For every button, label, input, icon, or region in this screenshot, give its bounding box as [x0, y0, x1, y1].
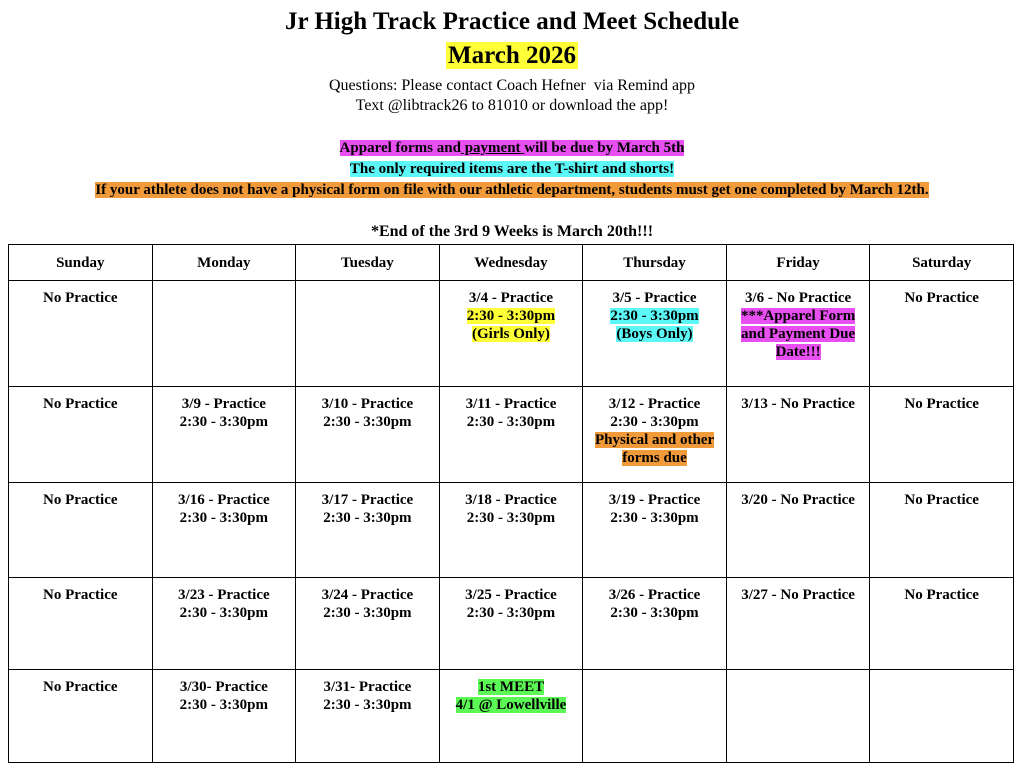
notice-apparel-c: will be due by March 5th — [524, 140, 685, 156]
week-row-1 — [9, 281, 1014, 387]
calendar-cell — [870, 670, 1014, 763]
notice-physical-text: If your athlete does not have a physical form on file with our athletic department, students must get one completed by March 12th. — [95, 182, 929, 198]
week-row-2 — [9, 387, 1014, 483]
notice-apparel — [0, 138, 1024, 159]
meet-title: 1st MEET — [477, 679, 545, 695]
cell-time: 2:30 - 3:30pm — [466, 308, 556, 324]
cell-note: Date!!! — [775, 344, 821, 360]
calendar-cell-meet — [439, 670, 583, 763]
calendar-cell: 3/13 - No Practice — [726, 387, 870, 483]
cell-note: Physical and other — [594, 432, 715, 448]
cell-note: (Girls Only) — [472, 326, 550, 342]
week-row-4 — [9, 578, 1014, 670]
calendar-cell: 3/31- Practice 2:30 - 3:30pm — [296, 670, 440, 763]
calendar-cell: 3/26 - Practice 2:30 - 3:30pm — [583, 578, 727, 670]
contact-line-2: Text @libtrack26 to 81010 or download the app! — [355, 97, 669, 114]
calendar-cell: 3/19 - Practice 2:30 - 3:30pm — [583, 483, 727, 578]
calendar-cell-thu-3-5 — [583, 281, 727, 387]
cell-note: forms due — [622, 450, 687, 466]
page-title: Jr High Track Practice and Meet Schedule — [284, 8, 740, 35]
calendar-cell: 3/30- Practice 2:30 - 3:30pm — [152, 670, 296, 763]
calendar-cell: No Practice — [9, 281, 153, 387]
cell-note: and Payment Due — [741, 326, 856, 342]
week-row-5 — [9, 670, 1014, 763]
calendar-cell — [152, 281, 296, 387]
cell-time: 2:30 - 3:30pm — [610, 414, 699, 430]
calendar-cell — [296, 281, 440, 387]
calendar-cell-thu-3-12 — [583, 387, 727, 483]
calendar-cell — [583, 670, 727, 763]
month-label: March 2026 — [448, 42, 576, 69]
notice-apparel-b: payment — [460, 140, 525, 156]
cell-note: ***Apparel Form — [740, 308, 856, 324]
notice-required-text: The only required items are the T-shirt and shorts! — [349, 161, 675, 177]
calendar-cell: 3/16 - Practice 2:30 - 3:30pm — [152, 483, 296, 578]
calendar-cell: 3/20 - No Practice — [726, 483, 870, 578]
end-of-quarter-note: *End of the 3rd 9 Weeks is March 20th!!! — [370, 223, 654, 240]
week-row-3 — [9, 483, 1014, 578]
calendar-cell: 3/17 - Practice 2:30 - 3:30pm — [296, 483, 440, 578]
month-heading — [0, 40, 1024, 72]
calendar-cell: 3/11 - Practice 2:30 - 3:30pm — [439, 387, 583, 483]
notice-required — [0, 159, 1024, 180]
calendar-header-row — [9, 245, 1014, 281]
day-header-monday: Monday — [152, 245, 296, 281]
calendar-cell: No Practice — [870, 483, 1014, 578]
day-header-friday: Friday — [726, 245, 870, 281]
cell-note: (Boys Only) — [616, 326, 693, 342]
cell-time: 2:30 - 3:30pm — [610, 308, 699, 324]
calendar-cell: No Practice — [9, 578, 153, 670]
calendar-cell: 3/18 - Practice 2:30 - 3:30pm — [439, 483, 583, 578]
calendar-cell: 3/25 - Practice 2:30 - 3:30pm — [439, 578, 583, 670]
schedule-calendar — [8, 244, 1014, 763]
calendar-cell: No Practice — [870, 281, 1014, 387]
meet-location: 4/1 @ Lowellville — [455, 697, 567, 713]
contact-line-1: Questions: Please contact Coach Hefner via Remind app — [328, 77, 696, 94]
cell-title: 3/4 - Practice — [468, 290, 554, 306]
calendar-cell-fri-3-6 — [726, 281, 870, 387]
day-header-wednesday: Wednesday — [439, 245, 583, 281]
calendar-cell: No Practice — [9, 670, 153, 763]
notices — [0, 138, 1024, 201]
cell-title: 3/5 - Practice — [612, 290, 697, 306]
calendar-cell: No Practice — [870, 578, 1014, 670]
calendar-cell: 3/24 - Practice 2:30 - 3:30pm — [296, 578, 440, 670]
calendar-cell: 3/9 - Practice 2:30 - 3:30pm — [152, 387, 296, 483]
notice-apparel-a: Apparel forms and — [339, 140, 461, 156]
calendar-cell — [726, 670, 870, 763]
day-header-sunday: Sunday — [9, 245, 153, 281]
calendar-cell: 3/27 - No Practice — [726, 578, 870, 670]
calendar-cell: No Practice — [870, 387, 1014, 483]
calendar-cell: 3/23 - Practice 2:30 - 3:30pm — [152, 578, 296, 670]
notice-physical — [0, 180, 1024, 201]
day-header-tuesday: Tuesday — [296, 245, 440, 281]
day-header-saturday: Saturday — [870, 245, 1014, 281]
calendar-cell-wed-3-4 — [439, 281, 583, 387]
contact-info — [0, 76, 1024, 116]
calendar-cell: No Practice — [9, 387, 153, 483]
day-header-thursday: Thursday — [583, 245, 727, 281]
cell-title: 3/6 - No Practice — [744, 290, 852, 306]
cell-title: 3/12 - Practice — [608, 396, 701, 412]
calendar-cell: 3/10 - Practice 2:30 - 3:30pm — [296, 387, 440, 483]
calendar-cell: No Practice — [9, 483, 153, 578]
